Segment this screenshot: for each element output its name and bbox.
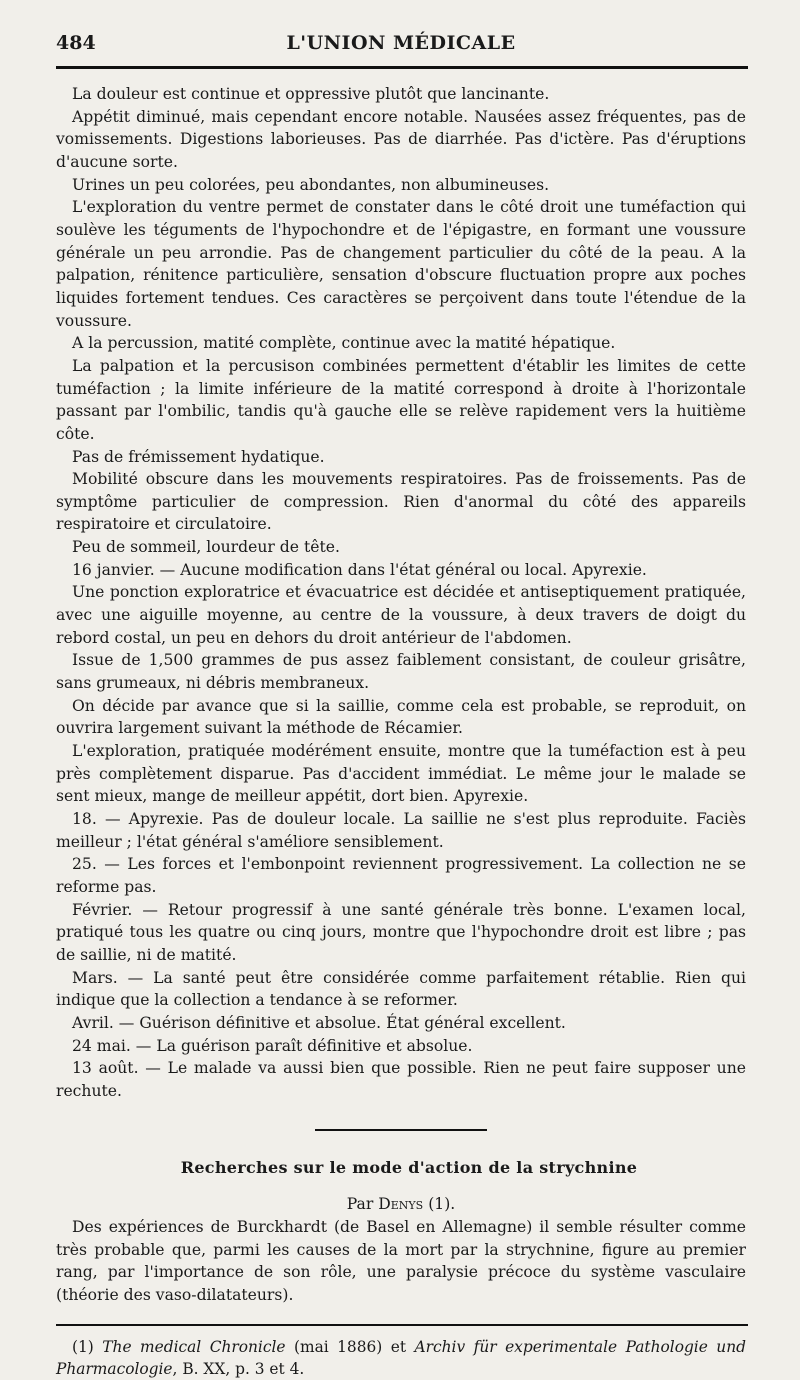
paragraph: L'exploration, pratiquée modérément ensuite, montre que la tuméfaction est à peu près complètement disparue. Pas d'accident immédiat. Le même jour le malade se sent mieux, mange de meilleur appétit, dort bien. Apyrexie.: [56, 742, 746, 806]
paragraph: La douleur est continue et oppressive plutôt que lancinante.: [72, 85, 550, 103]
footnote-source-title: The medical Chronicle: [102, 1338, 286, 1357]
footnote-marker: (1): [72, 1338, 94, 1357]
author-prefix: Par: [346, 1195, 374, 1214]
paragraph: Urines un peu colorées, peu abondantes, non albumineuses.: [72, 175, 550, 194]
paragraph: Février. — Retour progressif à une santé générale très bonne. L'examen local, pratiqué tous les quatre ou cinq jours, montre que l'hypochondre droit est libre ; pas de saillie, ni de matité.: [56, 900, 746, 964]
paragraph: Mobilité obscure dans les mouvements respiratoires. Pas de froissements. Pas de symptôme particulier de compression. Rien d'anormal du côté des appareils respiratoire et circulatoire.: [56, 470, 746, 534]
paragraph: La palpation et la percusison combinées permettent d'établir les limites de cette tuméfaction ; la limite inférieure de la matité correspond à droite à l'horizontale passant par l'ombilic, tandis qu'à gauche elle se relève rapidement vers la huitième côte.: [56, 356, 746, 443]
paragraph: 13 août. — Le malade va aussi bien que possible. Rien ne peut faire supposer une rechute.: [56, 1059, 746, 1100]
paragraph: 18. — Apyrexie. Pas de douleur locale. La saillie ne s'est plus reproduite. Faciès meilleur ; l'état général s'améliore sensiblement.: [56, 810, 746, 851]
paragraph: Issue de 1,500 grammes de pus assez faiblement consistant, de couleur grisâtre, sans grumeaux, ni débris membraneux.: [56, 651, 746, 693]
footnote-text: , B. XX, p. 3 et 4.: [172, 1360, 305, 1379]
paragraph: Mars. — La santé peut être considérée comme parfaitement rétablie. Rien qui indique que la collection a tendance à se reformer.: [56, 968, 746, 1010]
footnote: [56, 1336, 746, 1380]
page-header: [56, 28, 746, 62]
paragraph: L'exploration du ventre permet de constater dans le côté droit une tuméfaction qui soulève les téguments de l'hypochondre et de l'épigastre, en formant une voussure générale un peu arrondie. Pas de changement particulier du côté de la peau. A la palpation, rénitence particulière, sensation d'obscure fluctuation propre aux poches liquides fortement tendues. Ces caractères se perçoivent dans toute l'étendue de la voussure.: [56, 198, 746, 330]
author-line: [56, 1193, 746, 1216]
author-name: Denys: [378, 1195, 424, 1214]
footnote-rule: [56, 1324, 748, 1326]
paragraph: 16 janvier. — Aucune modification dans l'état général ou local. Apyrexie.: [72, 560, 647, 579]
section-divider: [315, 1129, 487, 1131]
paragraph: Appétit diminué, mais cependant encore notable. Nausées assez fréquentes, pas de vomissements. Digestions laborieuses. Pas de diarrhée. Pas d'ictère. Pas d'éruptions d'aucune sorte.: [56, 107, 746, 171]
article-intro: Des expériences de Burckhardt (de Basel en Allemagne) il semble résulter comme très probable que, parmi les causes de la mort par la strychnine, figure au premier rang, par l'importance de son rôle, une paralysie précoce du système vasculaire (théorie des vaso-dilatateurs).: [56, 1217, 746, 1304]
footnote-source-title: Archiv für experimentale Pathologie und Pharmacologie: [56, 1338, 746, 1379]
paragraph: Avril. — Guérison définitive et absolue. État général excellent.: [72, 1013, 566, 1032]
paragraph: Pas de frémissement hydatique.: [72, 447, 325, 466]
paragraph: A la percussion, matité complète, continue avec la matité hépatique.: [72, 334, 616, 353]
paragraph: Une ponction exploratrice et évacuatrice est décidée et antiseptiquement pratiquée, avec une aiguille moyenne, au centre de la voussure, à deux travers de doigt du rebord costal, un peu en dehors du droit antérieur de l'abdomen.: [56, 583, 746, 647]
page: [56, 28, 746, 1380]
paragraph: 24 mai. — La guérison paraît définitive et absolue.: [72, 1036, 473, 1055]
header-rule: [56, 66, 748, 69]
paragraph: Peu de sommeil, lourdeur de tête.: [72, 538, 340, 557]
footnote-reference: (1).: [428, 1195, 456, 1214]
case-report-body: [56, 83, 746, 1306]
article-title: Recherches sur le mode d'action de la strychnine: [180, 1157, 638, 1177]
journal-title: L'UNION MÉDICALE: [286, 32, 516, 54]
paragraph: On décide par avance que si la saillie, comme cela est probable, se reproduit, on ouvrira largement suivant la méthode de Récamier.: [56, 696, 746, 738]
page-number: 484: [56, 32, 96, 54]
paragraph: 25. — Les forces et l'embonpoint reviennent progressivement. La collection ne se reforme pas.: [56, 855, 746, 896]
footnote-text: (mai 1886) et: [293, 1338, 407, 1357]
